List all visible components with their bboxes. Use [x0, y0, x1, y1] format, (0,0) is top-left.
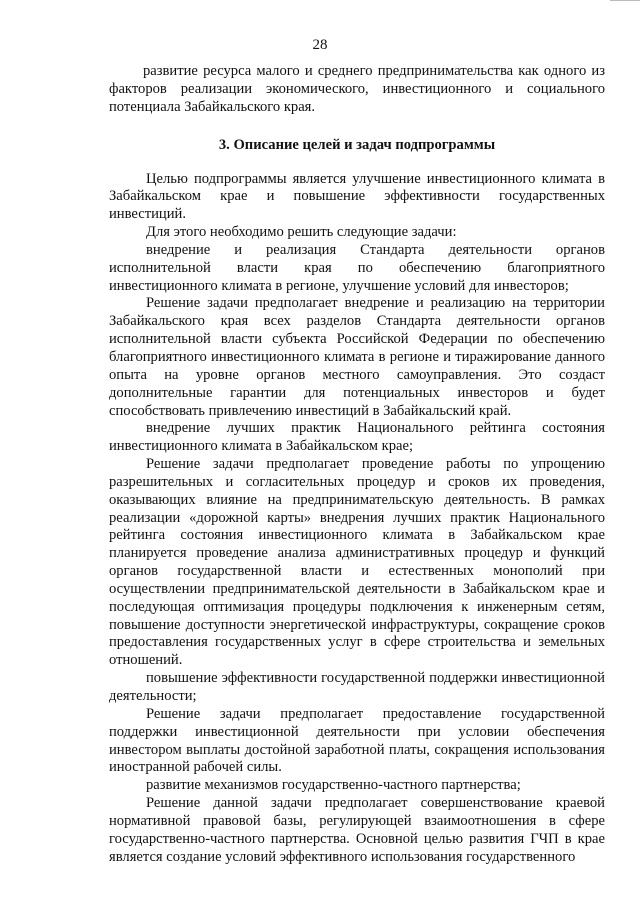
- task-item: внедрение и реализация Стандарта деятельности органов исполнительной власти края по обеспечению благоприятного инвестиционного климата в регионе, улучшение условий для инвесторов;: [109, 241, 605, 294]
- paragraph: Целью подпрограммы является улучшение инвестиционного климата в Забайкальском крае и повышение эффективности государственных инвестиций.: [109, 170, 605, 223]
- task-item: внедрение лучших практик Национального рейтинга состояния инвестиционного климата в Забайкальском крае;: [109, 420, 605, 455]
- page-number: 28: [312, 37, 328, 53]
- task-item: повышение эффективности государственной поддержки инвестиционной деятельности;: [109, 670, 605, 704]
- scan-edge-mark: [610, 0, 640, 4]
- paragraph: Для этого необходимо решить следующие задачи:: [146, 224, 457, 241]
- task-item: развитие механизмов государственно-частного партнерства;: [146, 777, 521, 794]
- paragraph: развитие ресурса малого и среднего предпринимательства как одного из факторов реализации экономического, инвестиционного и социального потенциала Забайкальского края.: [109, 63, 605, 115]
- paragraph: Решение задачи предполагает предоставление государственной поддержки инвестиционной деятельности при условии обеспечения инвестором выплаты достойной заработной платы, сокращения использования иностранной рабочей силы.: [109, 705, 605, 776]
- paragraph: Решение данной задачи предполагает совершенствование краевой нормативной правовой базы, регулирующей взаимоотношения в сфере государственно-частного партнерства. Основной целью развития ГЧП в крае является создание условий эффективного использования государственного: [109, 795, 605, 865]
- paragraph: Решение задачи предполагает проведение работы по упрощению разрешительных и согласительных процедур и сроков их проведения, оказывающих влияние на предпринимательскую деятельность. В рамках реализации «дорожной карты» внедрения лучших практик Национального рейтинга состояния инвестиционного климата в Забайкальском крае планируется проведение анализа административных процедур и функций органов государственной власти и естественных монополий при осуществлении предпринимательской деятельности в Забайкальском крае и последующая оптимизация процедуры подключения к инженерным сетям, повышение доступности энергетической инфраструктуры, сокращение сроков предоставления государственных услуг в сфере строительства и земельных отношений.: [109, 456, 605, 669]
- section-heading: 3. Описание целей и задач подпрограммы: [218, 136, 496, 153]
- page-body: [109, 63, 605, 866]
- paragraph: Решение задачи предполагает внедрение и реализацию на территории Забайкальского края всех разделов Стандарта деятельности органов исполнительной власти субъекта Российской Федерации по обеспечению благоприятного инвестиционного климата в регионе и тиражирование данного опыта на уровне органов местного самоуправления. Это создаст дополнительные гарантии для потенциальных инвесторов и будет способствовать привлечению инвестиций в Забайкальский край.: [109, 295, 605, 419]
